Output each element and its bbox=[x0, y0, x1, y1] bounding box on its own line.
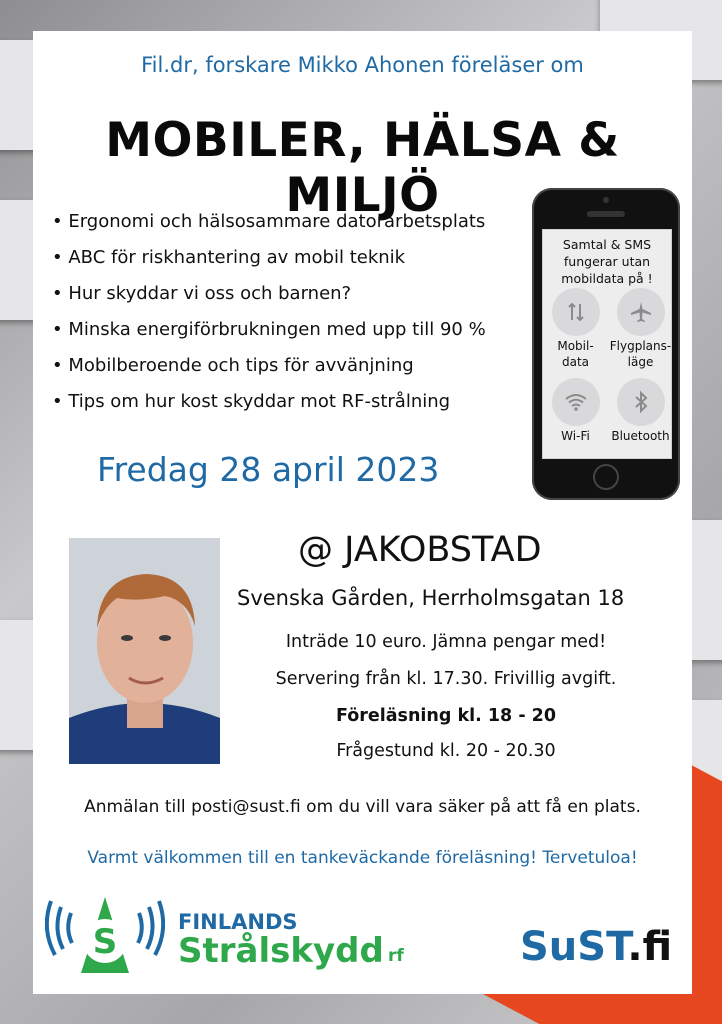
airplane-icon bbox=[617, 288, 665, 336]
sust-logo bbox=[520, 924, 672, 970]
qa-time: Frågestund kl. 20 - 20.30 bbox=[336, 741, 556, 761]
poster-title: MOBILER, HÄLSA & MILJÖ bbox=[105, 113, 620, 223]
lecture-time: Föreläsning kl. 18 - 20 bbox=[335, 706, 557, 726]
topic-item: • Hur skyddar vi oss och barnen? bbox=[52, 280, 486, 316]
speaker-portrait bbox=[69, 538, 220, 764]
sust-logo-tld: .fi bbox=[627, 924, 673, 970]
control-wifi: Wi-Fi bbox=[543, 378, 608, 444]
topic-item: • ABC för riskhantering av mobil teknik bbox=[52, 244, 486, 280]
topic-item: • Tips om hur kost skyddar mot RF-strålning bbox=[52, 388, 486, 424]
topic-list bbox=[52, 208, 486, 424]
phone-camera bbox=[603, 197, 609, 203]
mobile-data-icon bbox=[552, 288, 600, 336]
welcome-message: Varmt välkommen till en tankeväckande föreläsning! Tervetuloa! bbox=[87, 848, 638, 868]
registration-note: Anmälan till posti@sust.fi om du vill vara säker på att få en plats. bbox=[84, 797, 641, 817]
phone-illustration bbox=[532, 188, 680, 500]
poster bbox=[33, 31, 692, 994]
event-location: @ JAKOBSTAD bbox=[298, 530, 542, 570]
phone-home-button bbox=[593, 464, 619, 490]
control-mobile-data: Mobil- data bbox=[543, 288, 608, 370]
control-airplane-mode: Flygplans- läge bbox=[608, 288, 673, 370]
topic-item: • Mobilberoende och tips för avvänjning bbox=[52, 352, 486, 388]
event-date: Fredag 28 april 2023 bbox=[97, 450, 440, 489]
poster-subtitle: Fil.dr, forskare Mikko Ahonen föreläser om bbox=[141, 53, 584, 77]
control-bluetooth: Bluetooth bbox=[608, 378, 673, 444]
topic-item: • Ergonomi och hälsosammare datorarbetsplats bbox=[52, 208, 486, 244]
phone-speaker bbox=[587, 211, 625, 217]
topic-item: • Minska energiförbrukningen med upp till 90 % bbox=[52, 316, 486, 352]
sust-logo-main: SuST bbox=[520, 924, 628, 970]
phone-screen bbox=[542, 229, 672, 459]
logo-line-finlands: FINLANDS bbox=[178, 910, 298, 934]
phone-screen-note: Samtal & SMS fungerar utan mobildata på ! bbox=[561, 237, 653, 286]
entry-info: Inträde 10 euro. Jämna pengar med! bbox=[285, 632, 607, 652]
wifi-icon bbox=[552, 378, 600, 426]
serving-info: Servering från kl. 17.30. Frivillig avgift. bbox=[275, 669, 617, 689]
finlands-stralskydd-logo bbox=[45, 893, 165, 977]
logo-line-stralskydd: Strålskydd bbox=[178, 931, 384, 971]
event-address: Svenska Gården, Herrholmsgatan 18 bbox=[237, 586, 625, 610]
svg-text:S: S bbox=[92, 922, 118, 962]
bluetooth-icon bbox=[617, 378, 665, 426]
logo-rf: rf bbox=[388, 946, 404, 966]
